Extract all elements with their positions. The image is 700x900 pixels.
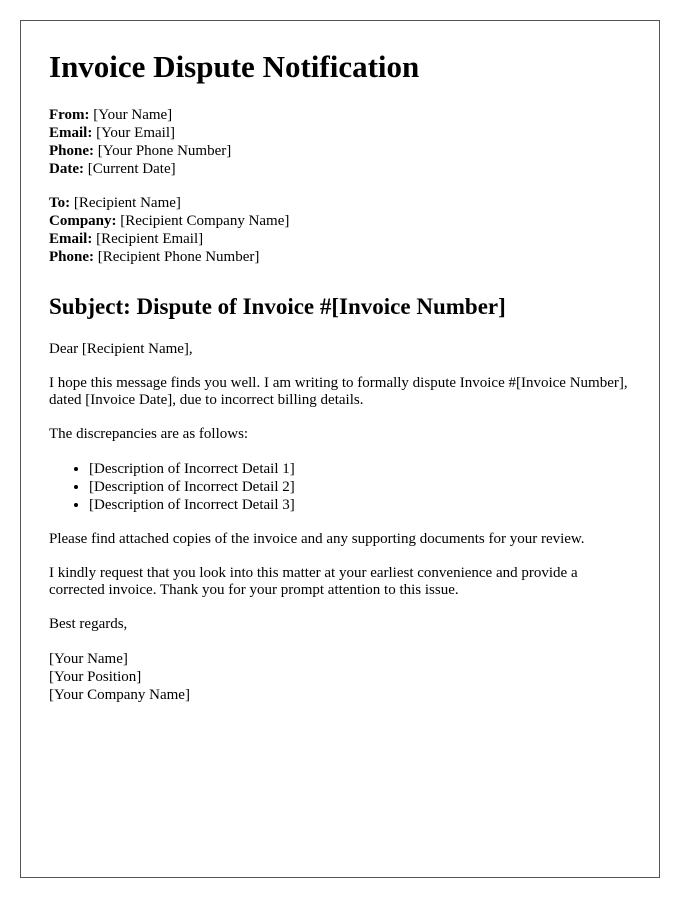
body-paragraph-request: I kindly request that you look into this matter at your earliest convenience and provide a corrected invoice. Thank you for your prompt attention to this issue.: [49, 565, 578, 598]
sender-phone-value: [Your Phone Number]: [94, 143, 232, 159]
sender-from-line: [49, 106, 631, 124]
signature-block: [49, 650, 631, 704]
list-item: • [Description of Incorrect Detail 3]: [89, 496, 631, 514]
recipient-phone-line: [49, 248, 631, 266]
recipient-phone-value: [Recipient Phone Number]: [94, 249, 260, 265]
salutation: Dear [Recipient Name],: [49, 341, 193, 357]
discrepancies-intro: The discrepancies are as follows:: [49, 426, 249, 442]
list-item: • [Description of Incorrect Detail 1]: [89, 460, 631, 478]
sender-email-line: [49, 124, 631, 142]
letter-title: Invoice Dispute Notification: [49, 49, 420, 84]
discrepancy-list: [49, 460, 631, 514]
list-item: • [Description of Incorrect Detail 2]: [89, 478, 631, 496]
from-value: [Your Name]: [89, 107, 173, 123]
body-paragraph-intro: I hope this message finds you well. I am writing to formally dispute Invoice #[Invoice Number], dated [Invoice Date], due to incorrect billing details.: [49, 375, 628, 408]
company-value: [Recipient Company Name]: [116, 213, 290, 229]
signature-company: [Your Company Name]: [49, 687, 190, 703]
recipient-phone-label: Phone:: [49, 249, 94, 265]
date-value: [Current Date]: [83, 161, 176, 177]
closing: Best regards,: [49, 616, 128, 632]
recipient-email-line: [49, 230, 631, 248]
to-label: To:: [49, 195, 71, 211]
body-paragraph-attachments: Please find attached copies of the invoice and any supporting documents for your review.: [49, 531, 585, 547]
from-label: From:: [49, 107, 90, 123]
signature-position: [Your Position]: [49, 669, 142, 685]
recipient-email-label: Email:: [49, 231, 93, 247]
company-label: Company:: [49, 213, 117, 229]
to-value: [Recipient Name]: [70, 195, 181, 211]
letter-page: [20, 20, 660, 878]
recipient-email-value: [Recipient Email]: [92, 231, 204, 247]
sender-phone-line: [49, 142, 631, 160]
sender-email-label: Email:: [49, 125, 93, 141]
subject-heading: Subject: Dispute of Invoice #[Invoice Number]: [49, 294, 506, 319]
signature-name: [Your Name]: [49, 651, 128, 667]
date-label: Date:: [49, 161, 84, 177]
sender-phone-label: Phone:: [49, 143, 94, 159]
sender-date-line: [49, 160, 631, 178]
recipient-company-line: [49, 212, 631, 230]
recipient-block: [49, 194, 631, 266]
recipient-to-line: [49, 194, 631, 212]
sender-block: [49, 106, 631, 178]
sender-email-value: [Your Email]: [92, 125, 175, 141]
